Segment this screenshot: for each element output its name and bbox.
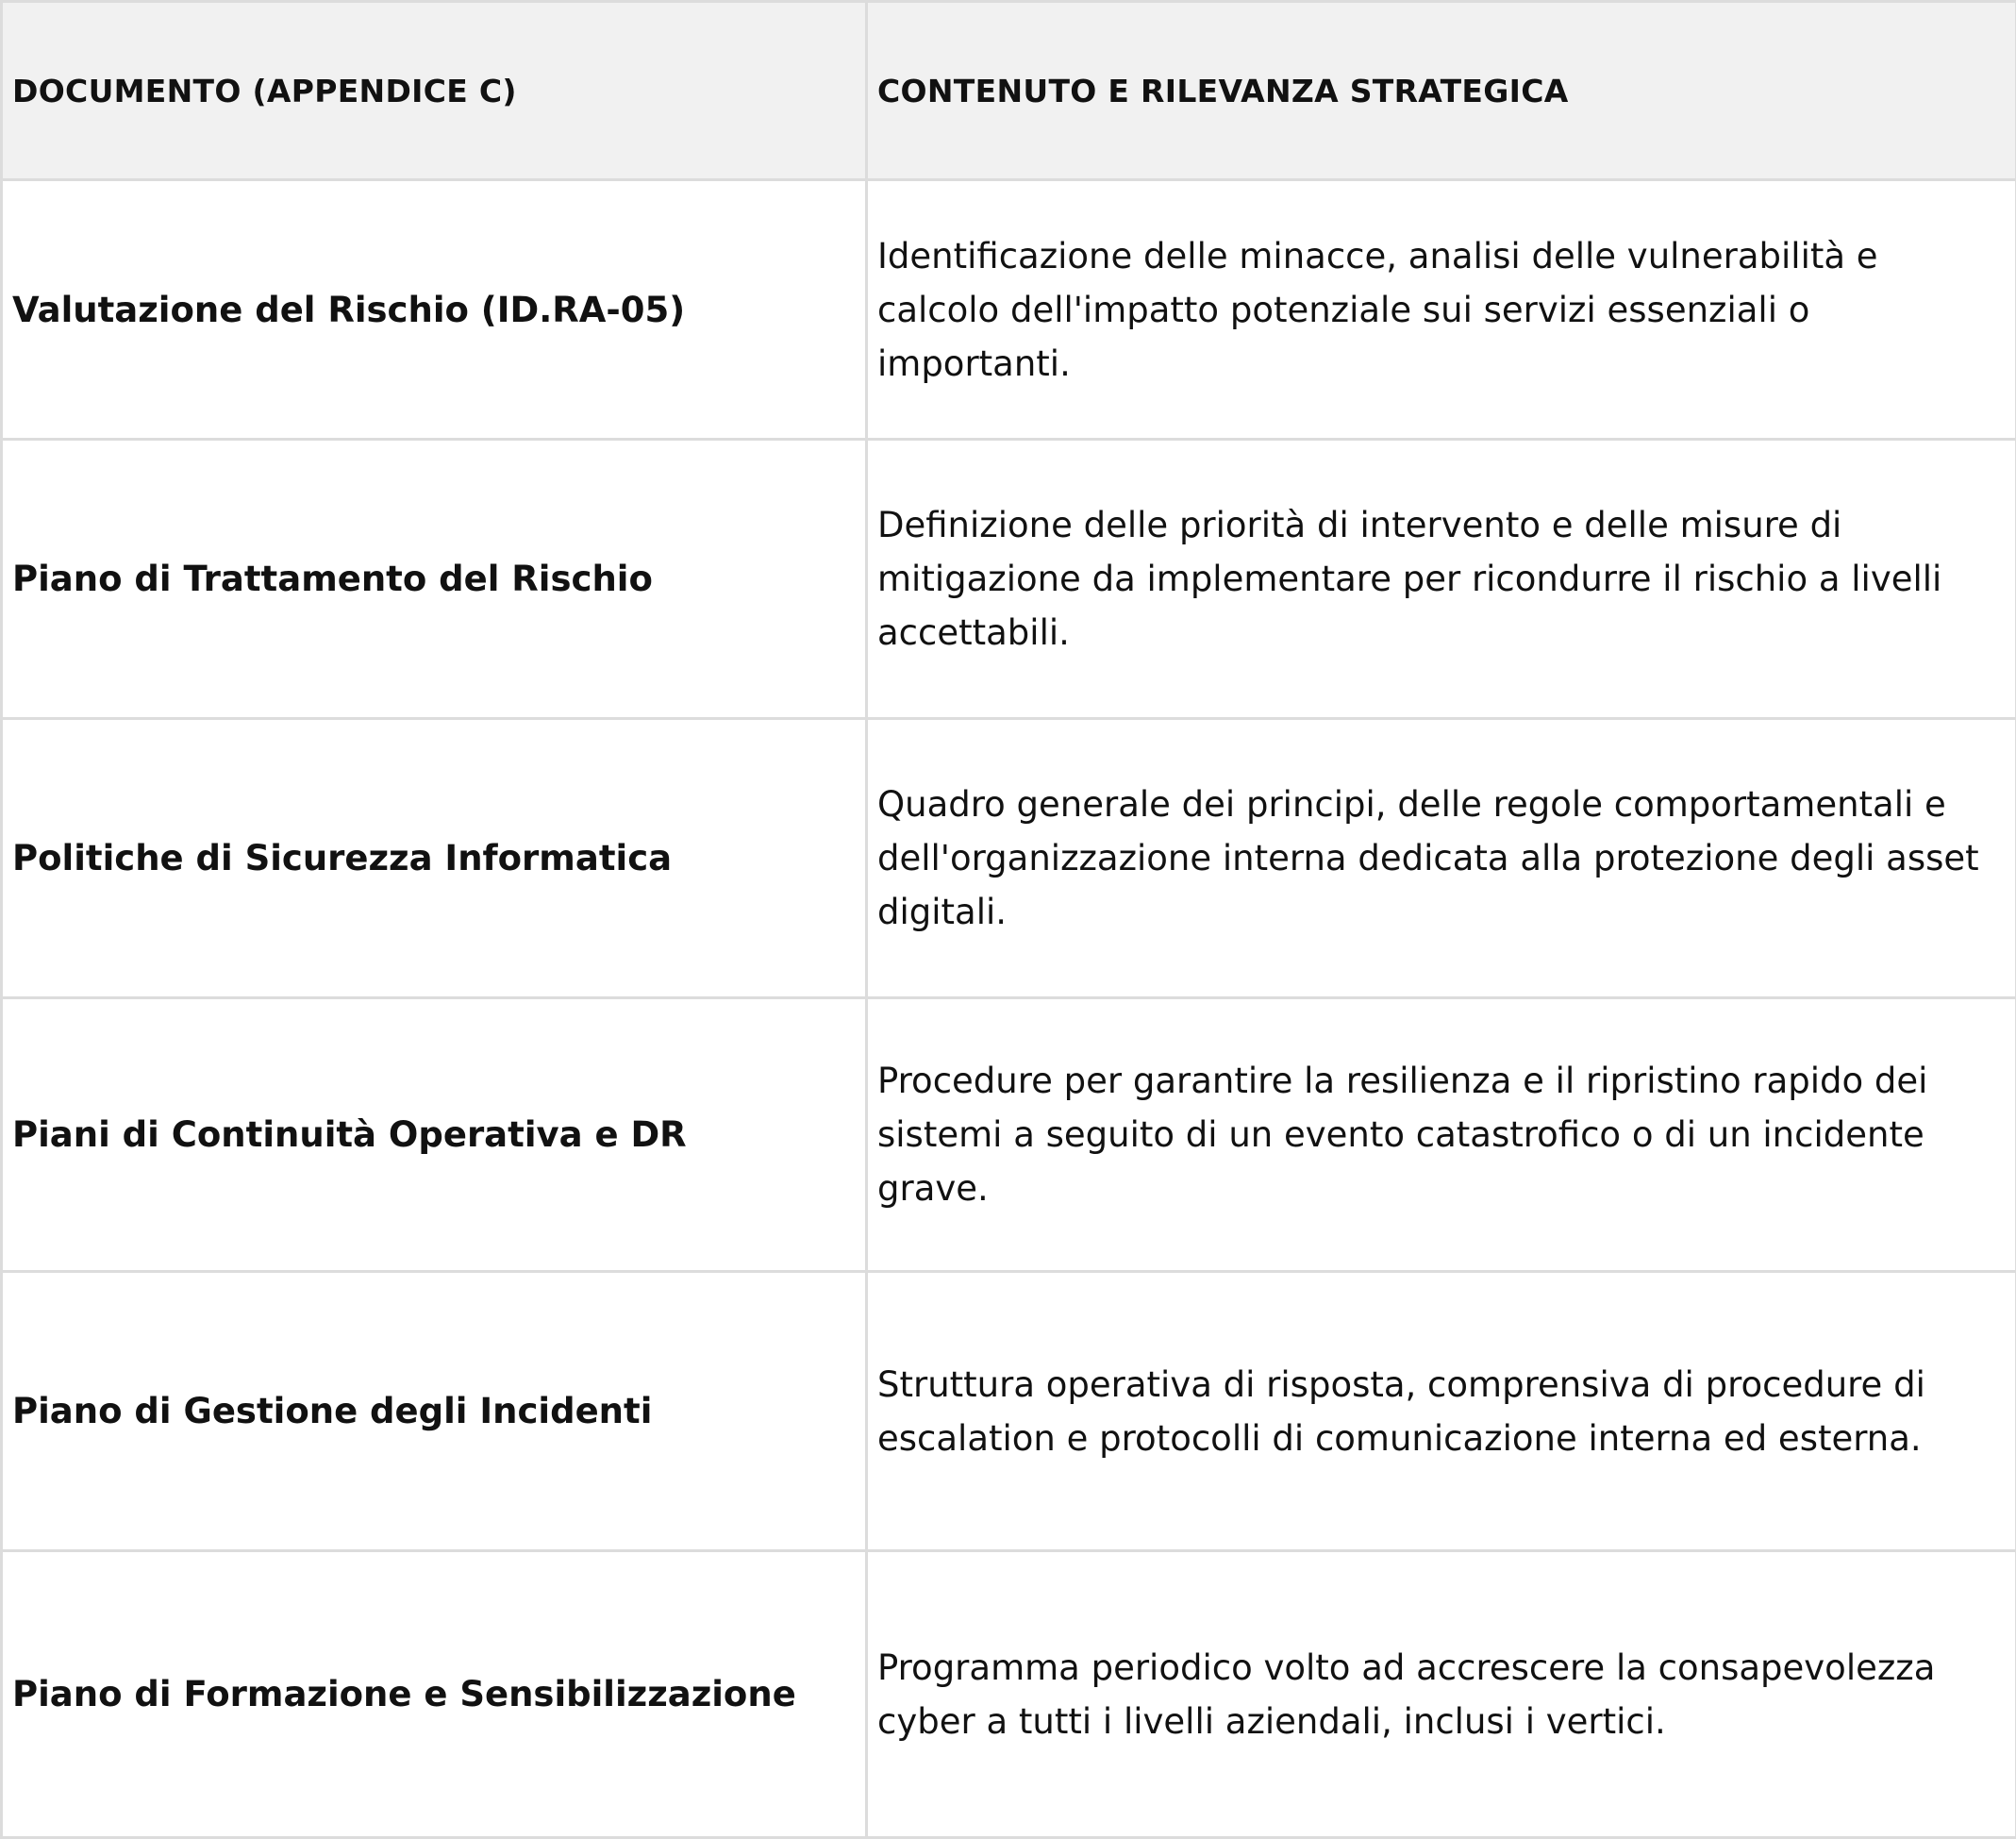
table-row [2,1551,2016,1838]
column-header-document: DOCUMENTO (APPENDICE C) [2,2,867,180]
document-content-cell: Programma periodico volto ad accrescere la consapevolezza cyber a tutti i livelli aziendali, inclusi i vertici. [867,1551,2016,1838]
document-content-cell: Struttura operativa di risposta, comprensiva di procedure di escalation e protocolli di comunicazione interna ed esterna. [867,1272,2016,1551]
document-content-cell: Definizione delle priorità di intervento e delle misure di mitigazione da implementare per ricondurre il rischio a livelli accettabili. [867,440,2016,719]
table-body [2,180,2016,1838]
table-row [2,998,2016,1272]
table-header [2,2,2016,180]
document-content-cell: Identificazione delle minacce, analisi delle vulnerabilità e calcolo dell'impatto potenziale sui servizi essenziali o importanti. [867,180,2016,440]
document-name-cell: Piani di Continuità Operativa e DR [2,998,867,1272]
document-content-cell: Procedure per garantire la resilienza e il ripristino rapido dei sistemi a seguito di un evento catastrofico o di un incidente grave. [867,998,2016,1272]
document-name-cell: Valutazione del Rischio (ID.RA-05) [2,180,867,440]
document-name-cell: Piano di Gestione degli Incidenti [2,1272,867,1551]
document-name-cell: Piano di Formazione e Sensibilizzazione [2,1551,867,1838]
column-header-content: CONTENUTO E RILEVANZA STRATEGICA [867,2,2016,180]
table-row [2,180,2016,440]
document-name-cell: Politiche di Sicurezza Informatica [2,719,867,998]
table-row [2,1272,2016,1551]
document-name-cell: Piano di Trattamento del Rischio [2,440,867,719]
table-row [2,440,2016,719]
table-row [2,719,2016,998]
document-content-cell: Quadro generale dei principi, delle regole comportamentali e dell'organizzazione interna dedicata alla protezione degli asset digitali. [867,719,2016,998]
header-row [2,2,2016,180]
